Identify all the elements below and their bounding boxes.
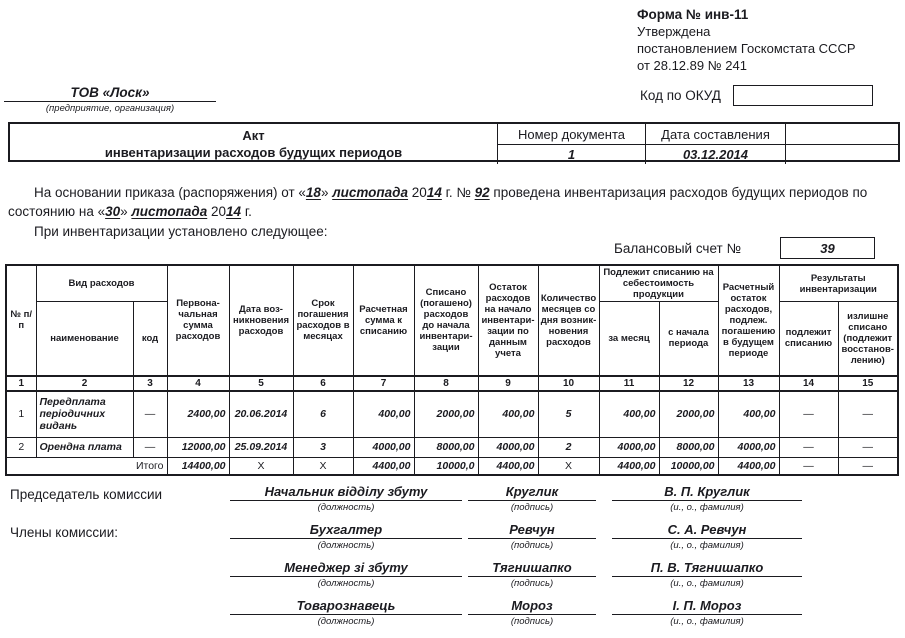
cell-value: 2400,00	[167, 391, 229, 437]
cell-value: 3	[293, 437, 353, 457]
total-value: Х	[293, 457, 353, 475]
expense-name: Передплата періодичних видань	[36, 391, 133, 437]
col-number: 1	[6, 376, 36, 392]
col-number: 9	[478, 376, 538, 392]
cell-value: 4000,00	[353, 437, 414, 457]
cell-value: 25.09.2014	[229, 437, 293, 457]
form-approval-block	[637, 6, 856, 74]
position-value: Начальник відділу збуту	[230, 484, 462, 501]
cell-value: —	[838, 391, 898, 437]
total-value: —	[838, 457, 898, 475]
empty-cell	[785, 124, 898, 144]
signature-row-member	[8, 522, 898, 560]
title-table	[8, 122, 900, 162]
months-since-header: Количество месяцев со дня возник-новения расходов	[538, 265, 599, 376]
cell-value: 2000,00	[659, 391, 718, 437]
column-numbers-row	[6, 376, 898, 392]
col-number: 12	[659, 376, 718, 392]
signature-field	[468, 560, 596, 589]
cell-value: 400,00	[478, 391, 538, 437]
cell-value: 8000,00	[414, 437, 478, 457]
total-label: Итого	[6, 457, 167, 475]
expense-name: Орендна плата	[36, 437, 133, 457]
col-number: 2	[36, 376, 133, 392]
col-number: 15	[838, 376, 898, 392]
approved-line: Утверждена	[637, 24, 711, 39]
total-value: Х	[538, 457, 599, 475]
fullname-caption: (и., о., фамилия)	[670, 578, 744, 589]
doc-date-label: Дата составления	[645, 124, 785, 144]
cell-value: 2	[538, 437, 599, 457]
statement-text: При инвентаризации установлено следующее:	[34, 224, 328, 239]
form-number: Форма № инв-11	[637, 7, 749, 22]
cell-value: —	[779, 437, 838, 457]
fullname-caption: (и., о., фамилия)	[670, 502, 744, 513]
empty-cell	[785, 144, 898, 164]
order-month: листопада	[332, 185, 409, 200]
signature-value: Мороз	[468, 598, 596, 615]
written-off-header: Списано (погашено) расходов до начала инвентари-зации	[414, 265, 478, 376]
cell-value: 5	[538, 391, 599, 437]
fullname-field	[612, 598, 802, 627]
document-title-line1: Акт	[242, 128, 265, 143]
preamble-text	[8, 183, 898, 221]
expense-code: —	[133, 391, 167, 437]
position-field	[230, 484, 462, 513]
fullname-value: С. А. Ревчун	[612, 522, 802, 539]
total-value: 10000,0	[414, 457, 478, 475]
preamble-segment: »	[320, 185, 333, 200]
balance-account-value: 39	[780, 237, 875, 259]
document-title	[10, 124, 497, 164]
fullname-field	[612, 560, 802, 589]
cell-value: 2000,00	[414, 391, 478, 437]
to-write-off-subheader: подлежит списанию	[779, 302, 838, 376]
col-number: 14	[779, 376, 838, 392]
signature-field	[468, 522, 596, 551]
total-value: 10000,00	[659, 457, 718, 475]
col-number: 6	[293, 376, 353, 392]
total-value: 4400,00	[718, 457, 779, 475]
signature-value: Круглик	[468, 484, 596, 501]
total-value: 14400,00	[167, 457, 229, 475]
col-number: 4	[167, 376, 229, 392]
fullname-value: І. П. Мороз	[612, 598, 802, 615]
balance-account-block	[575, 237, 875, 259]
fullname-field	[612, 522, 802, 551]
excess-subheader: излишне списано (подлежит восстанов-лению)	[838, 302, 898, 376]
cell-value: 400,00	[599, 391, 659, 437]
signature-row-member	[8, 598, 898, 636]
fullname-value: В. П. Круглик	[612, 484, 802, 501]
order-day: 18	[305, 185, 321, 200]
fullname-caption: (и., о., фамилия)	[670, 540, 744, 551]
preamble-segment: 20	[207, 204, 227, 219]
calc-balance-header: Расчетный остаток расходов, подлеж. погашению в будущем периоде	[718, 265, 779, 376]
cell-value: 400,00	[718, 391, 779, 437]
fullname-field	[612, 484, 802, 513]
position-value: Товарознавець	[230, 598, 462, 615]
position-caption: (должность)	[317, 502, 375, 513]
term-months-header: Срок погашения расходов в месяцах	[293, 265, 353, 376]
total-value: —	[779, 457, 838, 475]
position-caption: (должность)	[317, 540, 375, 551]
position-value: Менеджер зі збуту	[230, 560, 462, 577]
cost-group-header: Подлежит списанию на себестоимость продукции	[599, 265, 718, 302]
preamble-segment: проведена инвентаризация расходов будущих периодов по состоянию на «	[8, 185, 868, 219]
cell-value: —	[779, 391, 838, 437]
signature-caption: (подпись)	[510, 540, 554, 551]
approved-line: постановлением Госкомстата СССР	[637, 41, 856, 56]
per-month-subheader: за месяц	[599, 302, 659, 376]
col-number: 5	[229, 376, 293, 392]
document-title-line2: инвентаризации расходов будущих периодов	[104, 145, 403, 160]
preamble-segment: г. №	[441, 185, 475, 200]
col-number: 3	[133, 376, 167, 392]
header-row-groups	[6, 265, 898, 302]
row-num: 2	[6, 437, 36, 457]
chairman-label: Председатель комиссии	[10, 487, 163, 502]
as-of-month: листопада	[131, 204, 208, 219]
as-of-day: 30	[105, 204, 121, 219]
position-caption: (должность)	[317, 616, 375, 627]
from-period-start-subheader: с начала периода	[659, 302, 718, 376]
name-subheader: наименование	[36, 302, 133, 376]
preamble-segment: На основании приказа (распоряжения) от «	[34, 185, 306, 200]
signature-field	[468, 484, 596, 513]
total-value: 4400,00	[478, 457, 538, 475]
results-group-header: Результаты инвентаризации	[779, 265, 898, 302]
position-field	[230, 560, 462, 589]
order-number: 92	[474, 185, 490, 200]
okud-label: Код по ОКУД	[640, 88, 721, 103]
signature-row-member	[8, 560, 898, 598]
cell-value: —	[838, 437, 898, 457]
col-number: 11	[599, 376, 659, 392]
signature-caption: (подпись)	[510, 578, 554, 589]
signatures-section	[8, 484, 898, 636]
fullname-caption: (и., о., фамилия)	[670, 616, 744, 627]
doc-number-label: Номер документа	[497, 124, 645, 144]
code-subheader: код	[133, 302, 167, 376]
cell-value: 12000,00	[167, 437, 229, 457]
preamble-segment: »	[120, 204, 132, 219]
total-value: 4400,00	[599, 457, 659, 475]
fullname-value: П. В. Тягнишапко	[612, 560, 802, 577]
cell-value: 8000,00	[659, 437, 718, 457]
col-number: 13	[718, 376, 779, 392]
cell-value: 6	[293, 391, 353, 437]
cell-value: 4000,00	[478, 437, 538, 457]
row-num: 1	[6, 391, 36, 437]
table-row	[6, 391, 898, 437]
col-number: 7	[353, 376, 414, 392]
expense-type-group-header: Вид расходов	[36, 265, 167, 302]
expense-code: —	[133, 437, 167, 457]
approved-line: от 28.12.89 № 241	[637, 58, 747, 73]
signature-value: Ревчун	[468, 522, 596, 539]
cell-value: 4000,00	[718, 437, 779, 457]
organization-block	[4, 85, 216, 114]
position-field	[230, 522, 462, 551]
position-field	[230, 598, 462, 627]
calc-sum-header: Расчетная сумма к списанию	[353, 265, 414, 376]
signature-row-chairman	[8, 484, 898, 522]
cell-value: 400,00	[353, 391, 414, 437]
position-value: Бухгалтер	[230, 522, 462, 539]
col-num-header: № п/п	[6, 265, 36, 376]
cell-value: 20.06.2014	[229, 391, 293, 437]
okud-block	[640, 85, 873, 106]
signature-field	[468, 598, 596, 627]
origin-date-header: Дата воз-никновения расходов	[229, 265, 293, 376]
signature-caption: (подпись)	[510, 502, 554, 513]
order-year: 14	[426, 185, 442, 200]
initial-sum-header: Первона-чальная сумма расходов	[167, 265, 229, 376]
balance-account-label: Балансовый счет №	[614, 240, 741, 256]
doc-date-value: 03.12.2014	[645, 144, 785, 164]
total-row	[6, 457, 898, 475]
col-number: 8	[414, 376, 478, 392]
inventory-table	[5, 264, 899, 476]
organization-caption: (предприятие, организация)	[45, 103, 175, 114]
organization-name: ТОВ «Лоск»	[4, 85, 216, 102]
members-label: Члены комиссии:	[10, 525, 119, 540]
signature-value: Тягнишапко	[468, 560, 596, 577]
col-number: 10	[538, 376, 599, 392]
signature-caption: (подпись)	[510, 616, 554, 627]
total-value: 4400,00	[353, 457, 414, 475]
position-caption: (должность)	[317, 578, 375, 589]
cell-value: 4000,00	[599, 437, 659, 457]
preamble-segment: г.	[241, 204, 252, 219]
as-of-year: 14	[226, 204, 242, 219]
balance-start-header: Остаток расходов на начало инвентари-зации по данным учета	[478, 265, 538, 376]
total-value: Х	[229, 457, 293, 475]
doc-number-value: 1	[497, 144, 645, 164]
preamble-segment: 20	[408, 185, 427, 200]
table-row	[6, 437, 898, 457]
okud-code-box	[733, 85, 873, 106]
